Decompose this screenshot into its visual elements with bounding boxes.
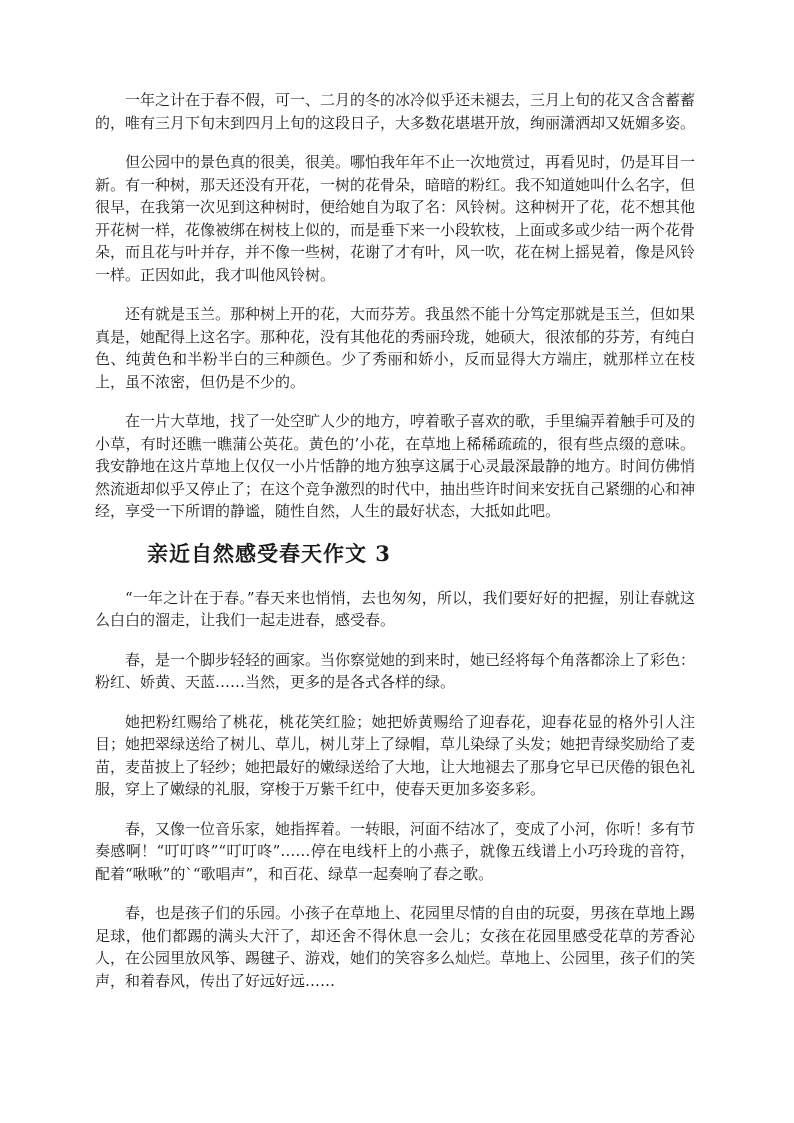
paragraph: 但公园中的景色真的很美，很美。哪怕我年年不止一次地赏过，再看见时，仍是耳目一新。有一种树，那天还没有开花，一树的花骨朵，暗暗的粉红。我不知道她叫什么名字，但很早，在我第一次见到这种树时，便给她自为取了名：风铃树。这种树开了花，花不想其他开花树一样，花像被绑在树枝上似的，而是垂下来一小段软枝，上面或多或少结一两个花骨朵，而且花与叶并存，并不像一些树，花谢了才有叶，风一吹，花在树上摇晃着，像是风铃一样。正因如此，我才叫他风铃树。 [95,153,696,284]
paragraph: 春，又像一位音乐家，她指挥着。一转眼，河面不结冰了，变成了小河，你听！多有节奏感啊！“叮叮咚”“叮叮咚”……停在电线杆上的小燕子，就像五线谱上小巧玲珑的音符，配着“啾啾”的`“歌唱声”，和百花、绿草一起奏响了春之歌。 [95,819,696,883]
paragraph: 一年之计在于春不假，可一、二月的冬的冰冷似乎还未褪去，三月上旬的花又含含蓄蓄的，唯有三月下旬末到四月上旬的这段日子，大多数花堪堪开放，绚丽潇洒却又妩媚多姿。 [95,91,696,132]
section-title: 亲近自然感受春天作文 3 [147,540,391,566]
paragraph: 春，也是孩子们的乐园。小孩子在草地上、花园里尽情的自由的玩耍，男孩在草地上踢足球，他们都踢的满头大汗了，却还舍不得休息一会儿；女孩在花园里感受花草的芳香沁人，在公园里放风筝、踢毽子、游戏，她们的笑容多么灿烂。草地上、公园里，孩子们的笑声，和着春风，传出了好远好远…… [95,904,696,990]
paragraph: 春，是一个脚步轻轻的画家。当你察觉她的到来时，她已经将每个角落都涂上了彩色：粉红、娇黄、天蓝……当然，更多的是各式各样的绿。 [95,650,696,691]
paragraph: 她把粉红赐给了桃花，桃花笑红脸；她把娇黄赐给了迎春花，迎春花显的格外引人注目；她把翠绿送给了树儿、草儿，树儿芽上了绿帽，草儿染绿了头发；她把青绿奖励给了麦苗，麦苗披上了轻纱；她把最好的嫩绿送给了大地，让大地褪去了那身它早已厌倦的银色礼服，穿上了嫩绿的礼服，穿梭于万紫千红中，使春天更加多姿多彩。 [95,712,696,798]
paragraph: “一年之计在于春。”春天来也悄悄，去也匆匆，所以，我们要好好的把握，别让春就这么白白的溜走，让我们一起走进春，感受春。 [95,588,695,629]
paragraph: 还有就是玉兰。那种树上开的花，大而芬芳。我虽然不能十分笃定那就是玉兰，但如果真是，她配得上这名字。那种花，没有其他花的秀丽玲珑，她硕大，很浓郁的芬芳，有纯白色、纯黄色和半粉半白的三种颜色。少了秀丽和娇小，反而显得大方端庄，就那样立在枝上，虽不浓密，但仍是不少的。 [95,305,696,391]
paragraph: 在一片大草地，找了一处空旷人少的地方，哼着歌子喜欢的歌，手里编弄着触手可及的小草，有时还瞧一瞧蒲公英花。黄色的’小花，在草地上稀稀疏疏的，很有些点缀的意味。我安静地在这片草地上仅仅一小片恬静的地方独享这属于心灵最深最静的地方。时间仿佛悄然流逝却似乎又停止了；在这个竞争激烈的时代中，抽出些许时间来安抚自己紧绷的心和神经，享受一下所谓的静谧，随性自然，人生的最好状态，大抵如此吧。 [95,412,696,520]
document-page [95,89,695,1009]
